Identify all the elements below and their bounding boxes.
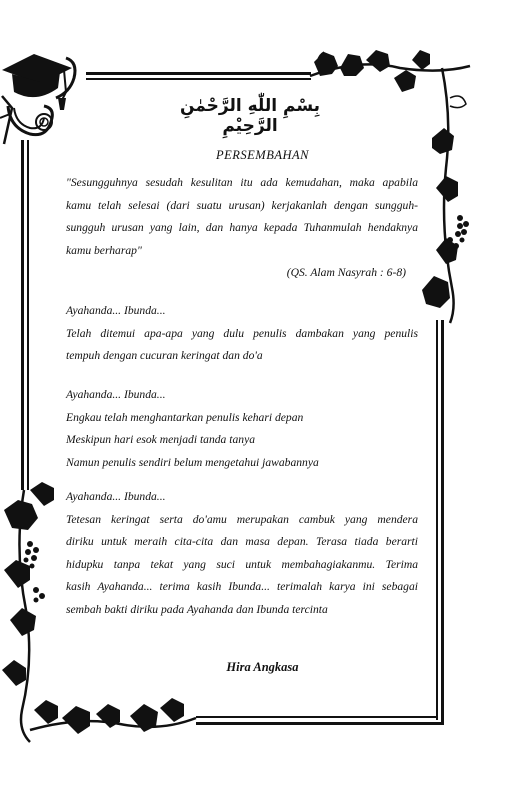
paragraph-line: Engkau telah menghantarkan penulis kehari depan bbox=[66, 410, 304, 424]
author-signature: Hira Angkasa bbox=[226, 660, 299, 674]
paragraph-line: diriku untuk meraih cita-cita dan masa depan. Terasa tiada berarti bbox=[66, 535, 418, 548]
paragraph-line: Telah ditemui apa-apa yang dulu penulis dambakan yang penulis bbox=[66, 326, 418, 340]
paragraph-line: tempuh dengan cucuran keringat dan do'a bbox=[66, 349, 263, 362]
paragraph-line: sembah bakti diriku pada Ayahanda dan Ibunda tercinta bbox=[66, 602, 328, 616]
quote-source: (QS. Alam Nasyrah : 6-8) bbox=[286, 266, 406, 279]
paragraph-line: Tetesan keringat serta do'amu merupakan cambuk yang mendera bbox=[66, 512, 418, 526]
quote-line: "Sesungguhnya sesudah kesulitan itu ada kemudahan, maka apabila bbox=[66, 176, 418, 189]
quote-line: sungguh urusan yang lain, dan hanya kepada Tuhanmulah hendaknya bbox=[66, 221, 418, 234]
quote-line: kamu telah selesai (dari suatu urusan) kerjakanlah dengan sungguh- bbox=[66, 198, 418, 212]
page-title: PERSEMBAHAN bbox=[216, 148, 309, 162]
frame-top-line-inner bbox=[86, 78, 311, 80]
graduation-cap-diploma-icon bbox=[0, 48, 85, 148]
paragraph-heading: Ayahanda... Ibunda... bbox=[66, 388, 166, 401]
frame-left-line-outer bbox=[21, 140, 24, 490]
frame-left-line-inner bbox=[27, 140, 29, 490]
paragraph-line: Namun penulis sendiri belum mengetahui jawabannya bbox=[66, 455, 319, 469]
paragraph-heading: Ayahanda... Ibunda... bbox=[66, 304, 166, 317]
frame-bottom-line-outer bbox=[196, 722, 444, 725]
quote-line: kamu berharap" bbox=[66, 243, 142, 257]
paragraph-line: kasih Ayahanda... terima kasih Ibunda... terimalah karya ini sebagai bbox=[66, 580, 418, 593]
paragraph-heading: Ayahanda... Ibunda... bbox=[66, 490, 166, 503]
paragraph-line: hidupku tanpa tekat yang suci untuk membahagiakanmu. Terima bbox=[66, 557, 418, 571]
frame-top-line-outer bbox=[86, 72, 311, 75]
paragraph-line: Meskipun hari esok menjadi tanda tanya bbox=[66, 433, 256, 446]
paragraph-3 bbox=[66, 486, 418, 621]
frame-bottom-line-inner bbox=[196, 716, 438, 718]
quote-block bbox=[66, 172, 418, 262]
basmalah-text: بِسْمِ اللّٰهِ الرَّحْمٰنِ الرَّحِيْمِ bbox=[179, 96, 321, 136]
basmalah-calligraphy bbox=[150, 96, 350, 136]
paragraph-2 bbox=[66, 384, 418, 474]
paragraph-1 bbox=[66, 300, 418, 368]
